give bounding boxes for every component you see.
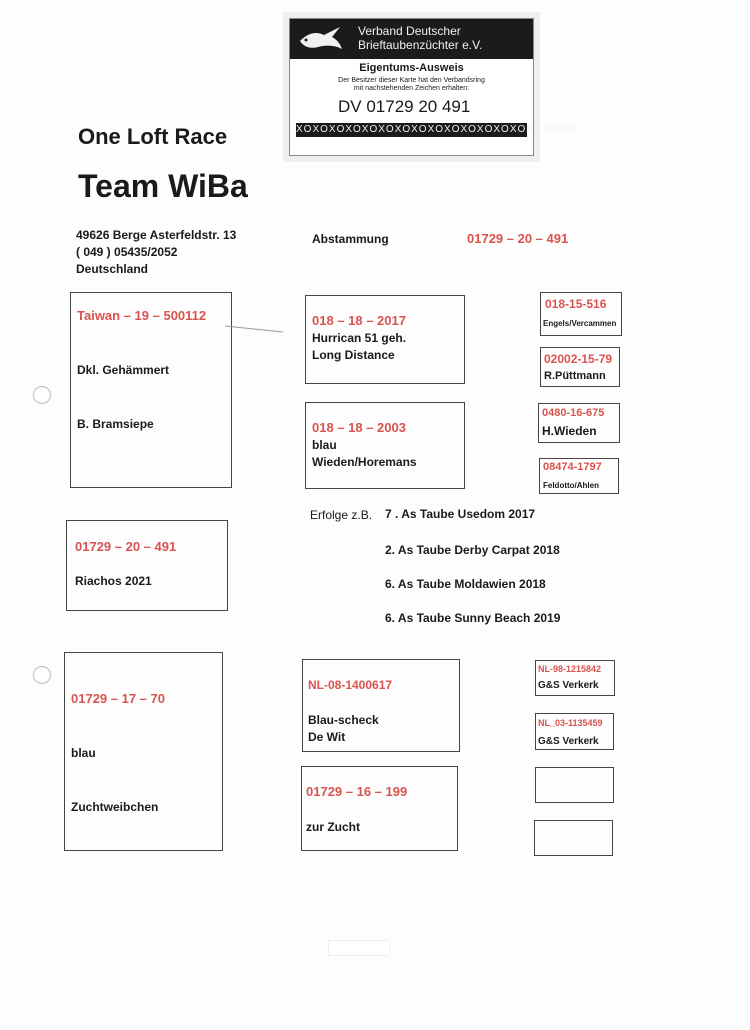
- address-line2: ( 049 ) 05435/2052: [76, 245, 178, 259]
- dam-grand-ring-1: NL-98-1215842: [538, 664, 602, 674]
- dam-father-breeder: De Wit: [308, 730, 346, 744]
- dam-grand-box-1: [535, 660, 615, 696]
- grand-box-3: [538, 403, 620, 443]
- card-org-line2: Brieftaubenzüchter e.V.: [358, 38, 483, 52]
- grand-box-4: [539, 458, 619, 494]
- punch-hole-bottom: [33, 666, 51, 684]
- sire-father-box: [305, 295, 465, 384]
- dam-ring: 01729 – 17 – 70: [71, 691, 165, 706]
- pen-stroke: [225, 322, 285, 334]
- paper-mark: [328, 940, 390, 956]
- dam-grand-box-3-empty: [535, 767, 614, 803]
- card-pattern: XOXOXOXOXOXOXOXOXOXOXOXOXOXOXOXOXO: [296, 124, 576, 135]
- grand-name-3: H.Wieden: [542, 424, 597, 438]
- subject-name: Riachos 2021: [75, 574, 152, 588]
- dam-father-ring: NL-08-1400617: [308, 678, 393, 692]
- sire-mother-breeder: Wieden/Horemans: [312, 455, 417, 469]
- address-block: [76, 227, 236, 278]
- sire-color: Dkl. Gehämmert: [77, 363, 170, 377]
- grand-ring-3: 0480-16-675: [542, 407, 605, 419]
- grand-box-2: [540, 347, 620, 387]
- dam-note: Zuchtweibchen: [71, 800, 159, 814]
- dam-mother-note: zur Zucht: [306, 820, 360, 834]
- grand-name-2: R.Püttmann: [544, 370, 606, 382]
- result-item-4: 6. As Taube Sunny Beach 2019: [385, 611, 561, 625]
- grand-ring-2: 02002-15-79: [544, 352, 613, 366]
- card-subtitle-2: mit nachstehenden Zeichen erhalten:: [353, 85, 470, 92]
- event-title: One Loft Race: [78, 124, 228, 149]
- sire-mother-color: blau: [312, 438, 337, 452]
- address-line1: 49626 Berge Asterfeldstr. 13: [76, 228, 237, 242]
- dam-mother-ring: 01729 – 16 – 199: [306, 784, 408, 799]
- ownership-card: [289, 18, 576, 156]
- dam-mother-box: [301, 766, 458, 851]
- sire-mother-ring: 018 – 18 – 2003: [312, 420, 406, 435]
- dam-color: blau: [71, 746, 96, 760]
- sire-father-note: Long Distance: [312, 348, 395, 362]
- pedigree-label: Abstammung: [312, 232, 389, 246]
- pedigree-ring: 01729 – 20 – 491: [467, 231, 569, 246]
- grand-name-4: Feldotto/Ahlen: [543, 481, 599, 490]
- grand-ring-4: 08474-1797: [543, 461, 602, 473]
- sire-father-name: Hurrican 51 geh.: [312, 331, 407, 345]
- card-title: Eigentums-Ausweis: [359, 62, 464, 74]
- grand-ring-1: 018-15-516: [545, 297, 607, 311]
- dam-box: [64, 652, 223, 851]
- result-item-2: 2. As Taube Derby Carpat 2018: [385, 543, 560, 557]
- subject-ring: 01729 – 20 – 491: [75, 539, 177, 554]
- dam-father-color: Blau-scheck: [308, 713, 379, 727]
- card-header: [290, 19, 533, 59]
- card-subtitle-1: Der Besitzer dieser Karte hat den Verbandsring: [338, 77, 485, 84]
- sire-box: [70, 292, 232, 488]
- dam-grand-box-2: [535, 713, 614, 750]
- grand-name-1: Engels/Vercammen: [543, 319, 617, 328]
- dam-grand-name-2: G&S Verkerk: [538, 736, 599, 747]
- grand-box-1: [540, 292, 622, 336]
- subject-box: [66, 520, 228, 611]
- sire-ring: Taiwan – 19 – 500112: [77, 308, 207, 323]
- sire-mother-box: [305, 402, 465, 489]
- address-line3: Deutschland: [76, 262, 149, 276]
- result-item-3: 6. As Taube Moldawien 2018: [385, 577, 546, 591]
- team-title: Team WiBa: [78, 168, 248, 204]
- card-ring-number: DV 01729 20 491: [338, 97, 471, 116]
- result-item-1: 7 . As Taube Usedom 2017: [385, 507, 536, 521]
- card-org-line1: Verband Deutscher: [358, 24, 461, 38]
- dam-father-box: [302, 659, 460, 752]
- pigeon-logo-icon: [296, 23, 346, 55]
- sire-father-ring: 018 – 18 – 2017: [312, 313, 406, 328]
- sire-breeder: B. Bramsiepe: [77, 417, 154, 431]
- punch-hole-top: [33, 386, 51, 404]
- dam-grand-name-1: G&S Verkerk: [538, 680, 599, 691]
- dam-grand-box-4-empty: [534, 820, 613, 856]
- dam-grand-ring-2: NL_03-1135459: [538, 718, 603, 728]
- results-label: Erfolge z.B.: [310, 508, 373, 522]
